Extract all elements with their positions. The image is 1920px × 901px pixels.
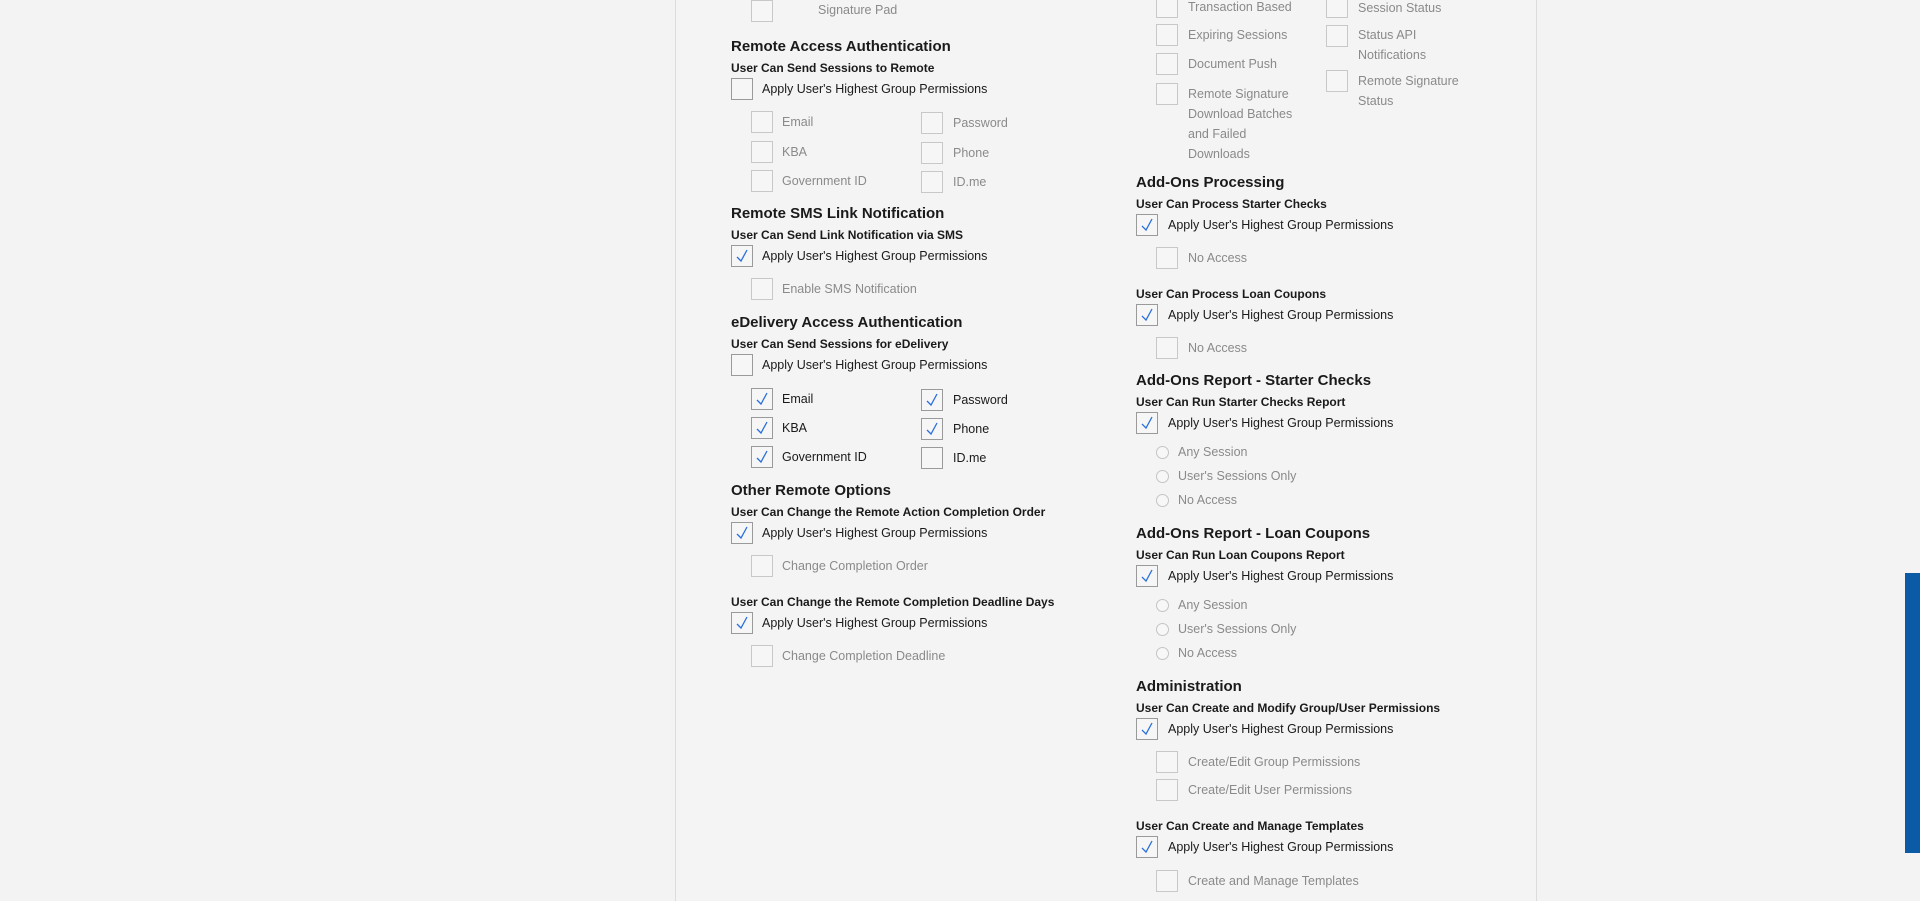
- edit-user-permissions-checkbox[interactable]: [1156, 779, 1178, 801]
- checkmark-icon: [1139, 415, 1155, 431]
- addons-processing-subtitle1: User Can Process Starter Checks: [1136, 197, 1327, 211]
- manage-templates-checkbox[interactable]: [1156, 870, 1178, 892]
- completion-deadline-apply-label: Apply User's Highest Group Permissions: [762, 616, 988, 630]
- report-coupons-title: Add-Ons Report - Loan Coupons: [1136, 525, 1371, 542]
- checkmark-icon: [924, 421, 940, 437]
- checkmark-icon: [1139, 217, 1155, 233]
- report-coupons-none-label: No Access: [1178, 646, 1238, 660]
- signature-pad-label: Signature Pad: [818, 3, 898, 17]
- remote-kba-label: KBA: [782, 145, 808, 159]
- change-completion-order-checkbox[interactable]: [751, 555, 773, 577]
- checkmark-icon: [924, 392, 940, 408]
- addons-processing-title: Add-Ons Processing: [1136, 174, 1285, 191]
- change-completion-order-label: Change Completion Order: [782, 559, 928, 573]
- edelivery-subtitle: User Can Send Sessions for eDelivery: [731, 337, 949, 351]
- loan-coupons-no-access-checkbox[interactable]: [1156, 337, 1178, 359]
- report-starter-own-radio[interactable]: [1156, 470, 1169, 483]
- remote-sms-subtitle: User Can Send Link Notification via SMS: [731, 228, 964, 242]
- starter-checks-no-access-label: No Access: [1188, 251, 1248, 265]
- scrollbar-thumb[interactable]: [1905, 573, 1920, 853]
- checkmark-icon: [734, 248, 750, 264]
- remote-signature-status-label: Remote Signature Status: [1358, 74, 1459, 108]
- addons-processing-subtitle2: User Can Process Loan Coupons: [1136, 287, 1327, 301]
- other-remote-title: Other Remote Options: [731, 482, 892, 499]
- report-starter-own-label: User's Sessions Only: [1178, 469, 1297, 483]
- enable-sms-checkbox[interactable]: [751, 278, 773, 300]
- expiring-sessions-checkbox[interactable]: [1156, 24, 1178, 46]
- loan-coupons-apply-checkbox[interactable]: [1136, 304, 1158, 326]
- edelivery-phone-checkbox[interactable]: [921, 418, 943, 440]
- session-status-label: Session Status: [1358, 1, 1442, 15]
- remote-kba-checkbox[interactable]: [751, 141, 773, 163]
- report-coupons-any-radio[interactable]: [1156, 599, 1169, 612]
- remote-signature-download-label: Remote Signature Download Batches and Failed Downloads: [1188, 87, 1293, 161]
- report-coupons-own-radio[interactable]: [1156, 623, 1169, 636]
- edelivery-idme-label: ID.me: [953, 451, 987, 465]
- transaction-based-label: Transaction Based: [1188, 0, 1292, 14]
- administration-subtitle1: User Can Create and Modify Group/User Permissions: [1136, 701, 1441, 715]
- edelivery-idme-checkbox[interactable]: [921, 447, 943, 469]
- permissions-panel: [675, 0, 1537, 901]
- change-completion-deadline-checkbox[interactable]: [751, 645, 773, 667]
- edelivery-govid-checkbox[interactable]: [751, 446, 773, 468]
- checkmark-icon: [754, 420, 770, 436]
- manage-templates-label: Create and Manage Templates: [1188, 874, 1359, 888]
- administration-title: Administration: [1136, 678, 1242, 695]
- checkmark-icon: [1139, 568, 1155, 584]
- report-starter-any-label: Any Session: [1178, 445, 1248, 459]
- report-starter-apply-label: Apply User's Highest Group Permissions: [1168, 416, 1394, 430]
- remote-govid-label: Government ID: [782, 174, 867, 188]
- remote-sms-apply-label: Apply User's Highest Group Permissions: [762, 249, 988, 263]
- report-starter-none-radio[interactable]: [1156, 494, 1169, 507]
- other-remote-subtitle1: User Can Change the Remote Action Completion Order: [731, 505, 1046, 519]
- status-api-checkbox[interactable]: [1326, 25, 1348, 47]
- report-coupons-apply-checkbox[interactable]: [1136, 565, 1158, 587]
- edelivery-password-checkbox[interactable]: [921, 389, 943, 411]
- edit-group-permissions-checkbox[interactable]: [1156, 751, 1178, 773]
- edelivery-email-label: Email: [782, 392, 814, 406]
- group-user-apply-checkbox[interactable]: [1136, 718, 1158, 740]
- remote-sms-apply-checkbox[interactable]: [731, 245, 753, 267]
- remote-govid-checkbox[interactable]: [751, 170, 773, 192]
- session-status-checkbox[interactable]: [1326, 0, 1348, 18]
- other-remote-subtitle2: User Can Change the Remote Completion Deadline Days: [731, 595, 1055, 609]
- remote-signature-download-checkbox[interactable]: [1156, 83, 1178, 105]
- edelivery-password-label: Password: [953, 393, 1008, 407]
- group-user-apply-label: Apply User's Highest Group Permissions: [1168, 722, 1394, 736]
- checkmark-icon: [1139, 721, 1155, 737]
- edelivery-govid-label: Government ID: [782, 450, 867, 464]
- change-completion-deadline-label: Change Completion Deadline: [782, 649, 946, 663]
- checkmark-icon: [754, 391, 770, 407]
- expiring-sessions-label: Expiring Sessions: [1188, 28, 1288, 42]
- templates-apply-checkbox[interactable]: [1136, 836, 1158, 858]
- remote-sms-title: Remote SMS Link Notification: [731, 205, 945, 222]
- remote-email-checkbox[interactable]: [751, 111, 773, 133]
- loan-coupons-apply-label: Apply User's Highest Group Permissions: [1168, 308, 1394, 322]
- checkmark-icon: [734, 615, 750, 631]
- edelivery-apply-checkbox[interactable]: [731, 354, 753, 376]
- remote-email-label: Email: [782, 115, 814, 129]
- starter-checks-no-access-checkbox[interactable]: [1156, 247, 1178, 269]
- report-starter-apply-checkbox[interactable]: [1136, 412, 1158, 434]
- document-push-checkbox[interactable]: [1156, 53, 1178, 75]
- report-starter-subtitle: User Can Run Starter Checks Report: [1136, 395, 1346, 409]
- edit-group-permissions-label: Create/Edit Group Permissions: [1188, 755, 1361, 769]
- completion-order-apply-checkbox[interactable]: [731, 522, 753, 544]
- report-coupons-any-label: Any Session: [1178, 598, 1248, 612]
- edelivery-apply-label: Apply User's Highest Group Permissions: [762, 358, 988, 372]
- completion-deadline-apply-checkbox[interactable]: [731, 612, 753, 634]
- enable-sms-label: Enable SMS Notification: [782, 282, 917, 296]
- edelivery-title: eDelivery Access Authentication: [731, 314, 963, 331]
- templates-apply-label: Apply User's Highest Group Permissions: [1168, 840, 1394, 854]
- edelivery-kba-checkbox[interactable]: [751, 417, 773, 439]
- remote-signature-status-checkbox[interactable]: [1326, 70, 1348, 92]
- document-push-label: Document Push: [1188, 57, 1277, 71]
- transaction-based-checkbox[interactable]: [1156, 0, 1178, 18]
- checkmark-icon: [734, 525, 750, 541]
- edit-user-permissions-label: Create/Edit User Permissions: [1188, 783, 1352, 797]
- administration-subtitle2: User Can Create and Manage Templates: [1136, 819, 1364, 833]
- report-starter-title: Add-Ons Report - Starter Checks: [1136, 372, 1372, 389]
- loan-coupons-no-access-label: No Access: [1188, 341, 1248, 355]
- remote-phone-checkbox[interactable]: [921, 142, 943, 164]
- checkmark-icon: [1139, 839, 1155, 855]
- edelivery-kba-label: KBA: [782, 421, 808, 435]
- report-coupons-apply-label: Apply User's Highest Group Permissions: [1168, 569, 1394, 583]
- status-api-label: Status API Notifications: [1358, 28, 1427, 62]
- remote-password-checkbox[interactable]: [921, 112, 943, 134]
- report-starter-any-radio[interactable]: [1156, 446, 1169, 459]
- remote-password-label: Password: [953, 116, 1008, 130]
- remote-access-subtitle: User Can Send Sessions to Remote: [731, 61, 935, 75]
- edelivery-email-checkbox[interactable]: [751, 388, 773, 410]
- starter-checks-apply-checkbox[interactable]: [1136, 214, 1158, 236]
- completion-order-apply-label: Apply User's Highest Group Permissions: [762, 526, 988, 540]
- remote-idme-checkbox[interactable]: [921, 171, 943, 193]
- remote-phone-label: Phone: [953, 146, 990, 160]
- report-coupons-own-label: User's Sessions Only: [1178, 622, 1297, 636]
- remote-idme-label: ID.me: [953, 175, 987, 189]
- starter-checks-apply-label: Apply User's Highest Group Permissions: [1168, 218, 1394, 232]
- report-coupons-none-radio[interactable]: [1156, 647, 1169, 660]
- signature-pad-checkbox[interactable]: [751, 0, 773, 22]
- report-coupons-subtitle: User Can Run Loan Coupons Report: [1136, 548, 1345, 562]
- remote-access-apply-label: Apply User's Highest Group Permissions: [762, 82, 988, 96]
- checkmark-icon: [754, 449, 770, 465]
- remote-access-apply-checkbox[interactable]: [731, 78, 753, 100]
- report-starter-none-label: No Access: [1178, 493, 1238, 507]
- edelivery-phone-label: Phone: [953, 422, 990, 436]
- remote-access-title: Remote Access Authentication: [731, 38, 951, 55]
- checkmark-icon: [1139, 307, 1155, 323]
